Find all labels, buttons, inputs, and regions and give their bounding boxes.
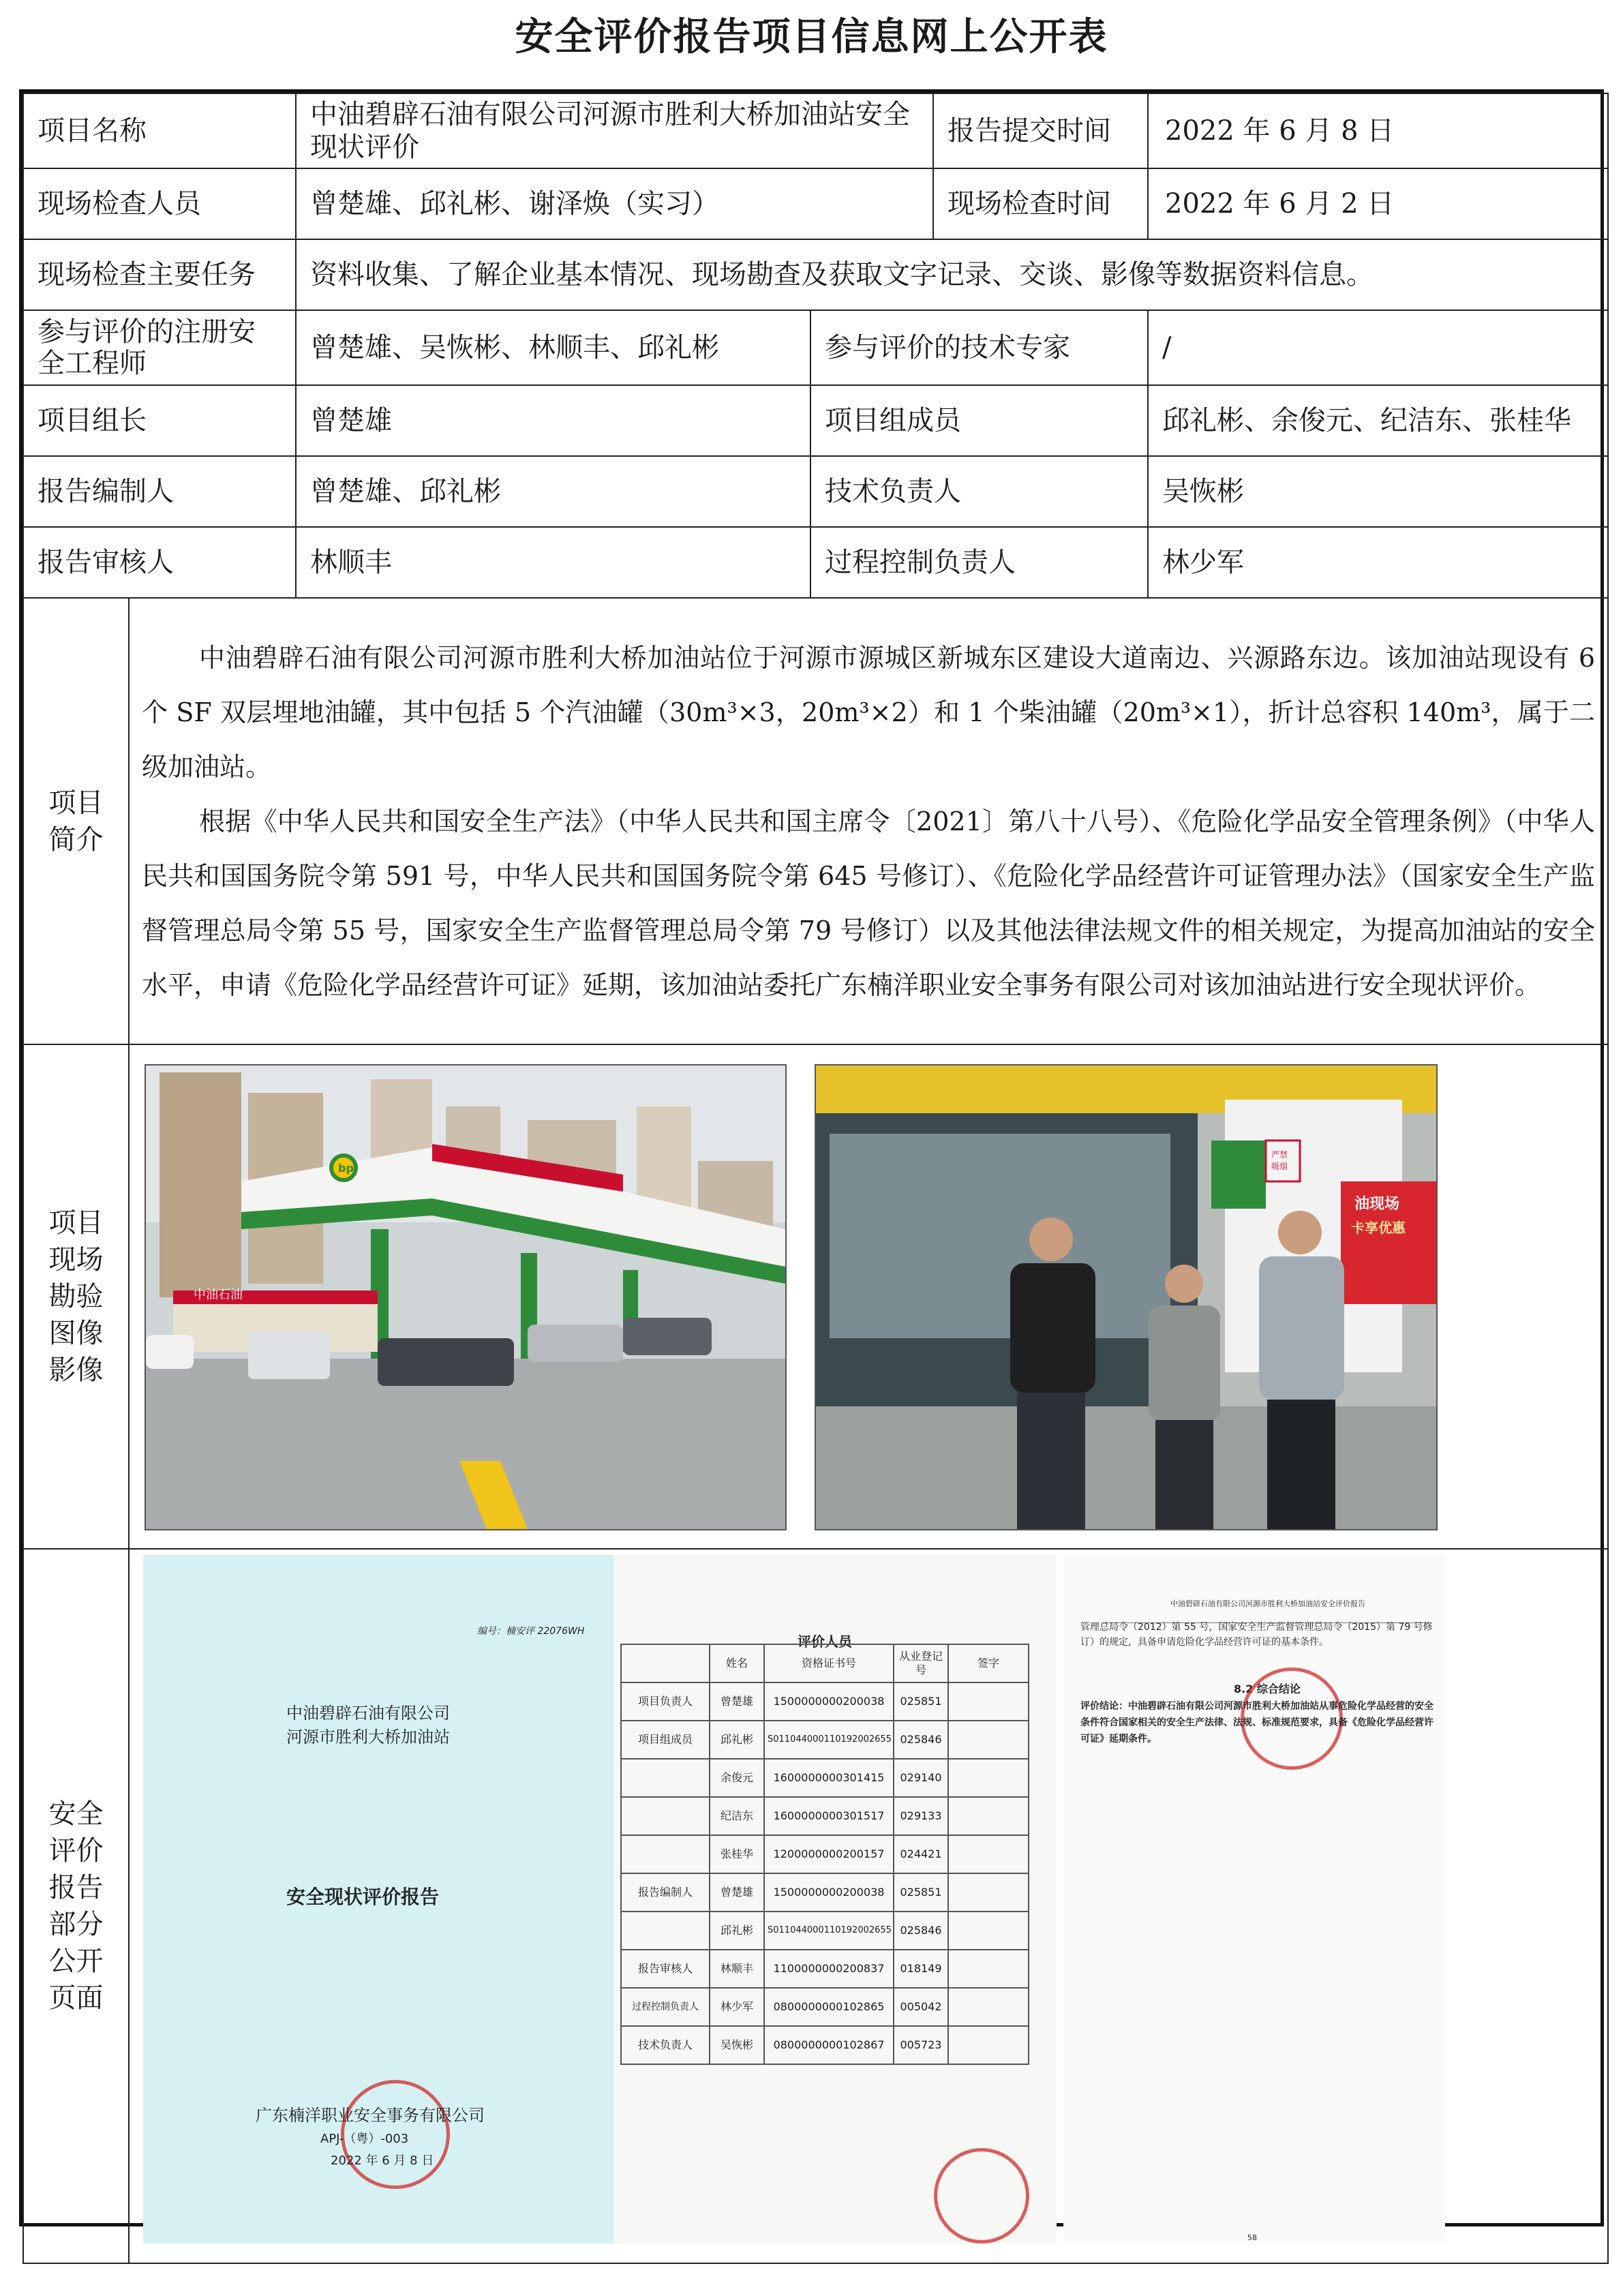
info-table bbox=[19, 89, 1604, 2242]
table-row bbox=[621, 1950, 1029, 1988]
table-row bbox=[621, 1873, 1029, 1912]
label-report-pages bbox=[23, 1549, 129, 2263]
staff-cell: 024421 bbox=[894, 1835, 948, 1873]
cover-company-1: 中油碧辟石油有限公司 bbox=[286, 1704, 450, 1723]
report-staff-scan bbox=[613, 1555, 1057, 2244]
staff-cell: 过程控制负责人 bbox=[621, 1988, 710, 2026]
staff-cell: S011044000110192002655 bbox=[764, 1721, 894, 1759]
staff-cell: 项目负责人 bbox=[621, 1682, 710, 1721]
staff-cell: 纪洁东 bbox=[710, 1797, 764, 1835]
signature-cell bbox=[948, 1873, 1029, 1912]
value-leader: 曾楚雄 bbox=[296, 385, 810, 456]
staff-cell: S011044000110192002655 bbox=[764, 1912, 894, 1950]
staff-cell: 1600000000301415 bbox=[764, 1759, 894, 1797]
label-inspectors: 现场检查人员 bbox=[23, 168, 296, 239]
signature-cell bbox=[948, 1682, 1029, 1721]
value-members: 邱礼彬、余俊元、纪洁东、张桂华 bbox=[1148, 385, 1608, 456]
staff-header: 资格证书号 bbox=[764, 1644, 894, 1682]
value-inspect-time: 2022 年 6 月 2 日 bbox=[1148, 168, 1608, 239]
inspection-team-photo bbox=[815, 1064, 1438, 1530]
staff-cell bbox=[621, 1835, 710, 1873]
intro-paragraph-2: 根据《中华人民共和国安全生产法》（中华人民共和国主席令〔2021〕第八十八号）、《危险化学品安全管理条例》（中华人民共和国国务院令第 591 号，中华人民共和国国务院令第 645 号修订）、《危险化学品经营许可证管理办法》（国家安全生产监督管理总局令第 55 号，国家安全生产监督管理总局令第 79 号修订）以及其他法律法规文件的相关规定，为提高加油站的安全水平，申请《危险化学品经营许可证》延期，该加油站委托广东楠洋职业安全事务有限公司对该加油站进行安全现状评价。 bbox=[142, 806, 1596, 1000]
staff-header: 签字 bbox=[948, 1644, 1029, 1682]
label-engineers: 参与评价的注册安全工程师 bbox=[23, 310, 296, 385]
table-row bbox=[621, 1759, 1029, 1797]
staff-cell: 曾楚雄 bbox=[710, 1873, 764, 1912]
staff-cell: 张桂华 bbox=[710, 1835, 764, 1873]
table-row bbox=[621, 1912, 1029, 1950]
staff-header: 从业登记号 bbox=[894, 1644, 948, 1682]
table-row bbox=[621, 1835, 1029, 1873]
signature-cell bbox=[948, 1759, 1029, 1797]
staff-cell: 报告编制人 bbox=[621, 1873, 710, 1912]
cover-cert: APJ-（粤）-003 bbox=[320, 2132, 409, 2146]
report-cover-scan bbox=[143, 1555, 613, 2244]
conclusion-text: 评价结论：中油碧辟石油有限公司河源市胜利大桥加油站从事危险化学品经营的安全条件符合国家相关的安全生产法律、法规、标准规范要求，具备《危险化学品经营许可证》延期条件。 bbox=[1080, 1701, 1434, 1744]
report-code: 编号：楠安评 22076WH bbox=[477, 1626, 585, 1637]
staff-cell bbox=[621, 1912, 710, 1950]
staff-cell: 005723 bbox=[894, 2026, 948, 2064]
staff-cell bbox=[621, 1797, 710, 1835]
value-inspectors: 曾楚雄、邱礼彬、谢泽焕（实习） bbox=[296, 168, 933, 239]
intro-paragraph-1: 中油碧辟石油有限公司河源市胜利大桥加油站位于河源市源城区新城东区建设大道南边、兴源路东边。该加油站现设有 6 个 SF 双层埋地油罐，其中包括 5 个汽油罐（30m³×3，20m³×2）和 1 个柴油罐（20m³×1），折计总容积 140m³，属于二级加油站。 bbox=[142, 642, 1596, 782]
table-row bbox=[621, 2026, 1029, 2064]
conclusion-line-1: 管理总局令（2012）第 55 号，国家安全生产监督管理总局令（2015）第 79 号修订）的规定，具备申请危险化学品经营许可证的基本条件。 bbox=[1080, 1622, 1433, 1648]
label-tech-lead: 技术负责人 bbox=[810, 456, 1148, 527]
staff-cell: 018149 bbox=[894, 1950, 948, 1988]
signature-cell bbox=[948, 1988, 1029, 2026]
label-leader: 项目组长 bbox=[23, 385, 296, 456]
report-pages-cell bbox=[129, 1549, 1608, 2263]
cover-issuer: 广东楠洋职业安全事务有限公司 bbox=[256, 2106, 485, 2125]
cover-doc-title: 安全现状评价报告 bbox=[286, 1886, 440, 1908]
label-intro bbox=[23, 598, 129, 1044]
photos-label-text: 项目现场勘验图像影像 bbox=[48, 1207, 104, 1386]
value-main-task: 资料收集、了解企业基本情况、现场勘查及获取文字记录、交谈、影像等数据资料信息。 bbox=[296, 239, 1608, 310]
no-smoking-sign-1: 严禁 bbox=[1271, 1150, 1288, 1160]
staff-seal bbox=[934, 2148, 1029, 2244]
signature-cell bbox=[948, 1835, 1029, 1873]
value-tech-lead: 吴恢彬 bbox=[1148, 456, 1608, 527]
label-experts: 参与评价的技术专家 bbox=[810, 310, 1148, 385]
sinopec-sign: 中油石油 bbox=[194, 1288, 243, 1302]
page-number: 58 bbox=[1247, 2233, 1257, 2242]
staff-cell: 项目组成员 bbox=[621, 1721, 710, 1759]
conclusion-section: 8.2 综合结论 bbox=[1234, 1682, 1301, 1695]
no-smoking-sign-2: 吸烟 bbox=[1271, 1162, 1288, 1171]
conclusion-header: 中油碧辟石油有限公司河源市胜利大桥加油站安全评价报告 bbox=[1104, 1586, 1431, 1623]
signature-cell bbox=[948, 1721, 1029, 1759]
staff-cell: 029140 bbox=[894, 1759, 948, 1797]
promo-banner-text-2: 卡享优惠 bbox=[1351, 1220, 1406, 1236]
gas-station-photo bbox=[145, 1064, 787, 1530]
promo-banner-text-1: 油现场 bbox=[1354, 1196, 1400, 1213]
staff-cell: 吴恢彬 bbox=[710, 2026, 764, 2064]
report-label-text: 安全评价报告部分公开页面 bbox=[48, 1798, 104, 2014]
label-inspect-time: 现场检查时间 bbox=[933, 168, 1148, 239]
table-row bbox=[621, 1721, 1029, 1759]
value-reviewer: 林顺丰 bbox=[296, 527, 810, 598]
staff-header bbox=[621, 1644, 710, 1682]
value-experts: / bbox=[1148, 310, 1608, 385]
photos-cell bbox=[129, 1044, 1608, 1549]
label-main-task: 现场检查主要任务 bbox=[23, 239, 296, 310]
table-row bbox=[621, 1682, 1029, 1721]
staff-cell: 025851 bbox=[894, 1682, 948, 1721]
staff-cell: 1600000000301517 bbox=[764, 1797, 894, 1835]
staff-cell: 林顺丰 bbox=[710, 1950, 764, 1988]
staff-cell: 005042 bbox=[894, 1988, 948, 2026]
intro-text bbox=[129, 598, 1608, 1044]
table-row bbox=[621, 1988, 1029, 2026]
staff-cell: 1100000000200837 bbox=[764, 1950, 894, 1988]
staff-heading: 评价人员 bbox=[798, 1633, 852, 1650]
value-engineers: 曾楚雄、吴恢彬、林顺丰、邱礼彬 bbox=[296, 310, 810, 385]
staff-cell: 邱礼彬 bbox=[710, 1721, 764, 1759]
staff-cell: 029133 bbox=[894, 1797, 948, 1835]
label-project-name: 项目名称 bbox=[23, 93, 296, 168]
report-conclusion-scan bbox=[1063, 1555, 1445, 2244]
staff-cell: 1500000000200038 bbox=[764, 1873, 894, 1912]
signature-cell bbox=[948, 1950, 1029, 1988]
staff-cell: 0800000000102865 bbox=[764, 1988, 894, 2026]
staff-table bbox=[620, 1644, 1029, 2065]
intro-label-text: 项目简介 bbox=[48, 787, 104, 856]
label-process-lead: 过程控制负责人 bbox=[810, 527, 1148, 598]
label-author: 报告编制人 bbox=[23, 456, 296, 527]
staff-cell: 技术负责人 bbox=[621, 2026, 710, 2064]
signature-cell bbox=[948, 1912, 1029, 1950]
value-author: 曾楚雄、邱礼彬 bbox=[296, 456, 810, 527]
staff-cell: 025851 bbox=[894, 1873, 948, 1912]
value-project-name: 中油碧辟石油有限公司河源市胜利大桥加油站安全现状评价 bbox=[296, 93, 933, 168]
staff-cell: 林少军 bbox=[710, 1988, 764, 2026]
staff-cell: 0800000000102867 bbox=[764, 2026, 894, 2064]
staff-cell: 025846 bbox=[894, 1721, 948, 1759]
signature-cell bbox=[948, 2026, 1029, 2064]
staff-cell: 余俊元 bbox=[710, 1759, 764, 1797]
cover-date: 2022 年 6 月 8 日 bbox=[331, 2154, 434, 2168]
label-submit-time: 报告提交时间 bbox=[933, 93, 1148, 168]
staff-cell: 曾楚雄 bbox=[710, 1682, 764, 1721]
staff-cell: 报告审核人 bbox=[621, 1950, 710, 1988]
cover-company-2: 河源市胜利大桥加油站 bbox=[286, 1727, 450, 1747]
label-reviewer: 报告审核人 bbox=[23, 527, 296, 598]
value-process-lead: 林少军 bbox=[1148, 527, 1608, 598]
page-title: 安全评价报告项目信息网上公开表 bbox=[515, 14, 1108, 59]
label-photos bbox=[23, 1044, 129, 1549]
staff-header: 姓名 bbox=[710, 1644, 764, 1682]
staff-cell bbox=[621, 1759, 710, 1797]
signature-cell bbox=[948, 1797, 1029, 1835]
bp-logo-text: bp bbox=[338, 1162, 354, 1175]
staff-cell: 025846 bbox=[894, 1912, 948, 1950]
staff-cell: 1500000000200038 bbox=[764, 1682, 894, 1721]
staff-cell: 邱礼彬 bbox=[710, 1912, 764, 1950]
staff-cell: 1200000000200157 bbox=[764, 1835, 894, 1873]
table-row bbox=[621, 1797, 1029, 1835]
label-members: 项目组成员 bbox=[810, 385, 1148, 456]
value-submit-time: 2022 年 6 月 8 日 bbox=[1148, 93, 1608, 168]
